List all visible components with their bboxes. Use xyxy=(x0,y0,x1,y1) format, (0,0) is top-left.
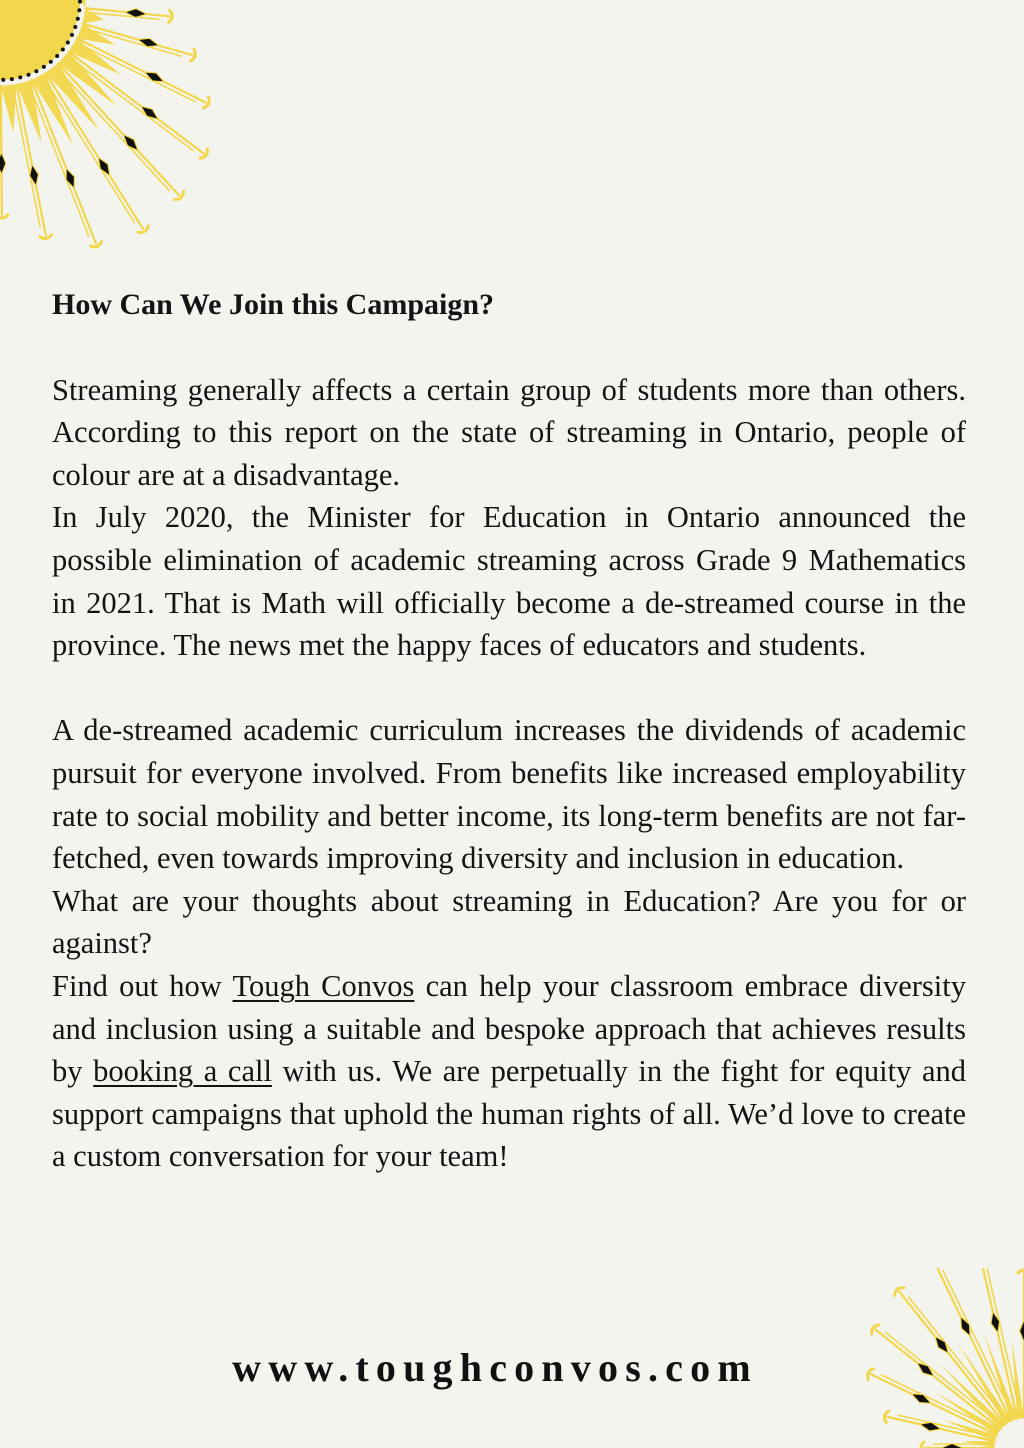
article-heading: How Can We Join this Campaign? xyxy=(52,288,495,321)
cta-text-middle: can help your classroom embrace diversity and inclusion using a suitable and bespoke approach that achieves results by xyxy=(52,968,967,1089)
booking-a-call-link[interactable]: booking a call xyxy=(93,1054,272,1089)
paragraph-streaming-effects: Streaming generally affects a certain group of students more than others. According to this report on the state of streaming in Ontario, people of colour are at a disadvantage. xyxy=(52,372,966,492)
article-body xyxy=(52,284,966,1178)
tough-convos-link[interactable]: Tough Convos xyxy=(232,968,415,1003)
paragraph-call-to-action xyxy=(52,965,966,1178)
paragraph-thoughts-question: What are your thoughts about streaming in Education? Are you for or against? xyxy=(52,883,966,961)
cta-text-start: Find out how xyxy=(52,968,233,1003)
cta-text-end: with us. We are perpetually in the fight for equity and support campaigns that uphold the human rights of all. We’d love to create a custom conversation for your team! xyxy=(52,1054,966,1174)
sunburst-decoration-top-left xyxy=(0,0,300,280)
paragraph-destreamed-benefits: A de-streamed academic curriculum increases the dividends of academic pursuit for everyone involved. From benefits like increased employability rate to social mobility and better income, its long-term benefits are not far-fetched, even towards improving diversity and inclusion in education. xyxy=(52,713,966,876)
website-url: www.toughconvos.com xyxy=(232,1345,758,1390)
paragraph-july-2020-announcement: In July 2020, the Minister for Education in Ontario announced the possible elimination of academic streaming across Grade 9 Mathematics in 2021. That is Math will officially become a de-streamed course in the province. The news met the happy faces of educators and students. xyxy=(52,500,966,663)
